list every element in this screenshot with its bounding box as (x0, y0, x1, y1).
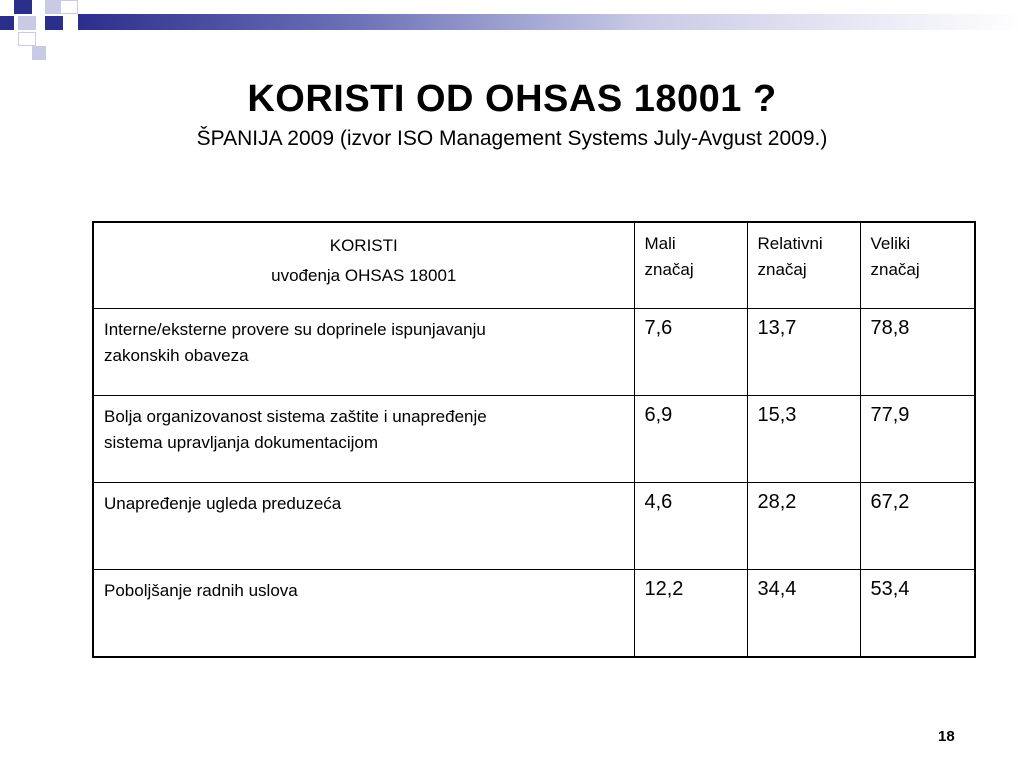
value-mali: 4,6 (634, 483, 747, 570)
value-relativni: 13,7 (747, 308, 860, 395)
header-col1-line2: značaj (644, 260, 694, 279)
benefits-table (92, 221, 976, 658)
decor-square (0, 16, 14, 30)
value-veliki: 53,4 (860, 570, 975, 657)
value-mali: 12,2 (634, 570, 747, 657)
table-row (93, 308, 975, 395)
slide-title: KORISTI OD OHSAS 18001 ? (247, 78, 777, 120)
header-col3-line2: značaj (870, 260, 920, 279)
decor-square (18, 32, 36, 46)
header-main-line1: KORISTI (329, 236, 398, 255)
row-label-line1: Unapređenje ugleda preduzeća (104, 494, 342, 514)
slide-subtitle: ŠPANIJA 2009 (izvor ISO Management Systems July-Avgust 2009.) (196, 127, 828, 150)
decor-square (18, 16, 36, 30)
row-label-line1: Bolja organizovanost sistema zaštite i unapređenje (104, 406, 487, 426)
header-cell-koristi (93, 222, 634, 308)
table-header-row (93, 222, 975, 308)
row-label-line2: sistema upravljanja dokumentacijom (104, 432, 379, 452)
table-row (93, 570, 975, 657)
table-row (93, 395, 975, 482)
page-number: 18 (938, 728, 955, 745)
header-gradient-bar (78, 14, 1024, 30)
row-label-line2: zakonskih obaveza (104, 345, 249, 365)
value-relativni: 15,3 (747, 395, 860, 482)
decor-square (60, 0, 78, 14)
row-label-line1: Interne/eksterne provere su doprinele ispunjavanju (104, 319, 486, 339)
row-label-cell (93, 570, 634, 657)
decor-square (45, 16, 63, 30)
decor-square (32, 46, 46, 60)
value-veliki: 77,9 (860, 395, 975, 482)
decor-square (14, 0, 32, 14)
value-veliki: 67,2 (860, 483, 975, 570)
header-cell-relativni (747, 222, 860, 308)
value-mali: 6,9 (634, 395, 747, 482)
value-veliki: 78,8 (860, 308, 975, 395)
header-col2-line1: Relativni (757, 234, 823, 253)
header-cell-veliki (860, 222, 975, 308)
header-col2-line2: značaj (757, 260, 807, 279)
value-relativni: 34,4 (747, 570, 860, 657)
row-label-line1: Poboljšanje radnih uslova (104, 581, 298, 601)
value-relativni: 28,2 (747, 483, 860, 570)
header-col3-line1: Veliki (870, 234, 911, 253)
header-cell-mali (634, 222, 747, 308)
header-main-line2: uvođenja OHSAS 18001 (271, 266, 457, 285)
value-mali: 7,6 (634, 308, 747, 395)
header-col1-line1: Mali (644, 234, 676, 253)
row-label-cell (93, 483, 634, 570)
row-label-cell (93, 308, 634, 395)
table-row (93, 483, 975, 570)
row-label-cell (93, 395, 634, 482)
